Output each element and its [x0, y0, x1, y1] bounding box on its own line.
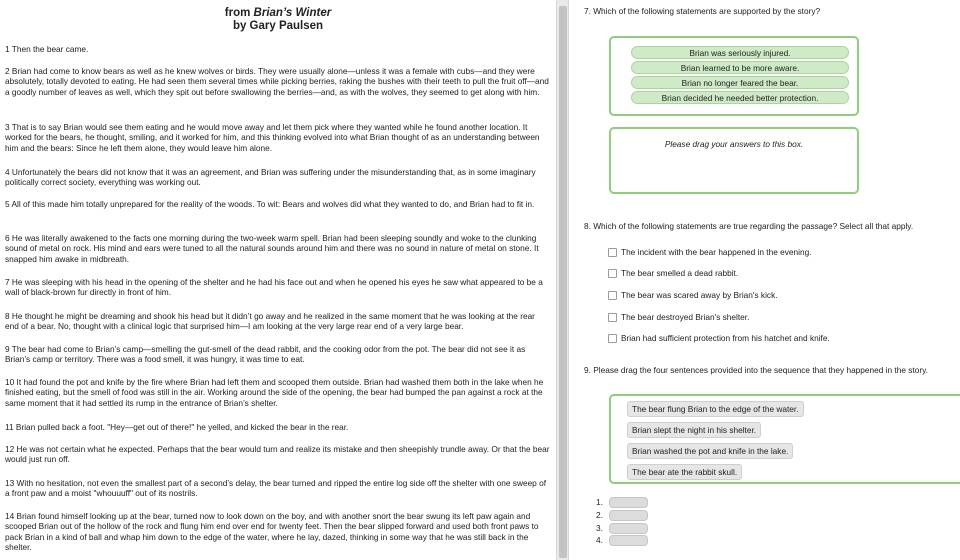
drag-option-chip[interactable]: Brian learned to be more aware. — [631, 61, 849, 74]
sequence-drop-target[interactable] — [609, 535, 648, 546]
passage-paragraph: 14 Brian found himself looking up at the bear, turned now to look down on the boy, and with another snort the bear swung its left paw again and scooped Brian out of the hollow of the rock and flung him end over end for twenty feet. Then the bear slipped forward and used both front paws to pack Brian in a kind of ball and whap him down to the edge of the water, where he lay, dazed, thinking in some way that he was still back in the shelter. — [5, 511, 539, 552]
sequence-slot-number: 3. — [596, 523, 603, 533]
checkbox-label[interactable]: The bear was scared away by Brian's kick. — [621, 290, 778, 300]
passage-paragraph: 9 The bear had come to Brian’s camp—smelling the gut-smell of the dead rabbit, and the cooking odor from the pot. The bear did not see it as Brian’s camp or territory. There was a food smell, it was hungry, it was time to eat. — [5, 344, 526, 365]
passage-paragraph: 7 He was sleeping with his head in the opening of the shelter and he had his face out and when he opened his eyes he saw what appeared to be a wall of black-brown fur directly in front of him. — [5, 277, 543, 298]
passage-paragraph: 5 All of this made him totally unprepared for the reality of the woods. To wit: Bears and wolves did what they wanted to do, and Brian had to fit in. — [5, 199, 535, 209]
checkbox-label[interactable]: The bear smelled a dead rabbit. — [621, 268, 739, 278]
drag-option-chip[interactable]: Brian decided he needed better protection. — [631, 91, 849, 104]
passage-author: by Gary Paulsen — [232, 20, 324, 32]
checkbox[interactable] — [608, 248, 617, 257]
checkbox[interactable] — [608, 291, 617, 300]
question-7-drop-zone[interactable] — [609, 127, 859, 194]
checkbox[interactable] — [608, 313, 617, 322]
question-7-prompt: 7. Which of the following statements are supported by the story? — [584, 6, 821, 16]
passage-paragraph: 2 Brian had come to know bears as well as he knew wolves or birds. They were usually alone—unless it was a female with cubs—and they were absolutely, totally devoted to eating. He had seen them several times while picking berries, raking the bushes with their teeth to pull the fruit off—and a goodly number of leaves as well, which they spit out before swallowing the berries—and, as with the wolves, they seemed to get along with him. — [5, 66, 549, 97]
passage-paragraph: 11 Brian pulled back a foot. "Hey—get out of there!" he yelled, and kicked the bear in the rear. — [5, 422, 349, 432]
question-9-sentence-bank — [609, 394, 960, 484]
question-8-prompt: 8. Which of the following statements are true regarding the passage? Select all that apply. — [584, 221, 914, 231]
passage-paragraph: 6 He was literally awakened to the facts one morning during the two-week warm spell. Brian had been sleeping soundly and woke to the clunking sound of metal on rock. His mind and ears were tuned to all the natural sounds around him and there was no sound in nature of metal on stone. It snapped him awake in midbreath. — [5, 233, 539, 264]
question-7-answer-bank — [609, 36, 859, 116]
drag-option-chip[interactable]: Brian no longer feared the bear. — [631, 76, 849, 89]
sequence-slot-number: 4. — [596, 535, 603, 545]
sequence-sentence-chip[interactable]: The bear ate the rabbit skull. — [627, 464, 742, 480]
passage-title: from Brian’s Winter — [224, 7, 332, 19]
question-9-prompt: 9. Please drag the four sentences provided into the sequence that they happened in the story. — [584, 365, 928, 375]
checkbox[interactable] — [608, 334, 617, 343]
checkbox-label[interactable]: The bear destroyed Brian's shelter. — [621, 312, 750, 322]
checkbox-label[interactable]: Brian had sufficient protection from his hatchet and knife. — [621, 333, 830, 343]
sequence-drop-target[interactable] — [609, 523, 648, 534]
checkbox[interactable] — [608, 269, 617, 278]
sequence-drop-target[interactable] — [609, 510, 648, 521]
passage-paragraph: 1 Then the bear came. — [5, 44, 89, 54]
passage-scrollbar-thumb[interactable] — [559, 6, 567, 558]
sequence-slot-number: 2. — [596, 510, 603, 520]
passage-title-italic: Brian’s Winter — [253, 7, 332, 19]
drag-option-chip[interactable]: Brian was seriously injured. — [631, 46, 849, 59]
passage-paragraph: 13 With no hesitation, not even the smallest part of a second’s delay, the bear turned and ripped the entire log side off the shelter with one sweep of a front paw and a moist "whouuuff" out of its nostrils. — [5, 478, 547, 499]
passage-paragraph: 3 That is to say Brian would see them eating and he would move away and let them pick where they wanted while he found another location. It worked for the bears, he thought, smiling, and it worked for him, and this thinking evolved into what Brian thought of as an understanding between him and the bears: Since he left them alone, they would leave him alone. — [5, 122, 540, 153]
sequence-sentence-chip[interactable]: Brian washed the pot and knife in the lake. — [627, 443, 793, 459]
passage-paragraph: 12 He was not certain what he expected. Perhaps that the bear would turn and realize its mistake and then sheepishly trundle away. Or that the bear would just run off. — [5, 444, 550, 465]
passage-scrollbar[interactable] — [556, 0, 569, 560]
passage-paragraph: 4 Unfortunately the bears did not know that it was an agreement, and Brian was suffering under the misunderstanding that, as in some imaginary politically correct society, everything was working out. — [5, 167, 536, 188]
sequence-slot-number: 1. — [596, 497, 603, 507]
sequence-sentence-chip[interactable]: The bear flung Brian to the edge of the water. — [627, 401, 804, 417]
passage-paragraph: 8 He thought he might be dreaming and shook his head but it didn’t go away and he realized in the same moment that he was looking at the rear end of a bear. No, thought with a clinical logic that surprised him—I am looking at the very large rear end of a very large bear. — [5, 311, 535, 332]
passage-header — [0, 0, 556, 33]
questions-pane — [570, 0, 960, 560]
sequence-sentence-chip[interactable]: Brian slept the night in his shelter. — [627, 422, 761, 438]
checkbox-label[interactable]: The incident with the bear happened in the evening. — [621, 247, 812, 257]
passage-paragraph: 10 It had found the pot and knife by the fire where Brian had left them and scooped them outside. Brian had washed them both in the lake when he finished eating, but the smell of food was still in the air. Working around the side of the opening, the bear had bumped the pan against a rock at the same moment that it had settled its rump in the entrance of Brian’s shelter. — [5, 377, 544, 408]
sequence-drop-target[interactable] — [609, 497, 648, 508]
drop-zone-hint: Please drag your answers to this box. — [664, 139, 804, 149]
